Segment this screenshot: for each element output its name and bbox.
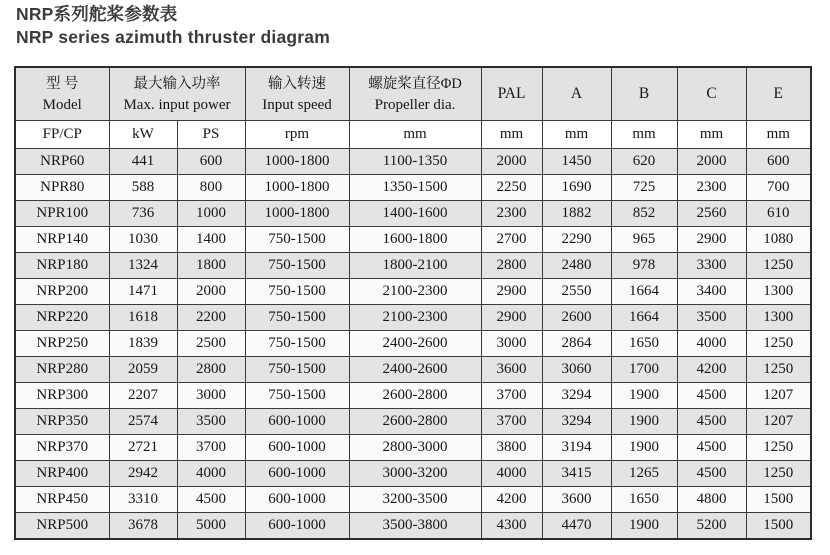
- value-cell: 1000-1800: [245, 149, 349, 175]
- value-cell: 3700: [481, 383, 542, 409]
- value-cell: 1600-1800: [349, 227, 481, 253]
- value-cell: 4500: [677, 409, 746, 435]
- value-cell: 2550: [542, 279, 611, 305]
- value-cell: 1450: [542, 149, 611, 175]
- value-cell: 1250: [746, 461, 811, 487]
- table-row: [15, 279, 811, 305]
- value-cell: 1839: [109, 331, 177, 357]
- value-cell: 3600: [542, 487, 611, 513]
- value-cell: 2400-2600: [349, 357, 481, 383]
- value-cell: 5200: [677, 513, 746, 540]
- table-row: [15, 513, 811, 540]
- value-cell: 3000-3200: [349, 461, 481, 487]
- model-cell: NRP300: [15, 383, 109, 409]
- value-cell: 2300: [481, 201, 542, 227]
- value-cell: 3294: [542, 383, 611, 409]
- model-cell: NRP350: [15, 409, 109, 435]
- value-cell: 852: [611, 201, 677, 227]
- value-cell: 4800: [677, 487, 746, 513]
- col-header-dia-zh: 螺旋桨直径ΦD: [368, 75, 462, 92]
- table-row: [15, 149, 811, 175]
- value-cell: 750-1500: [245, 279, 349, 305]
- value-cell: 600-1000: [245, 461, 349, 487]
- col-header-power-en: Max. input power: [123, 96, 231, 113]
- value-cell: 3310: [109, 487, 177, 513]
- value-cell: 620: [611, 149, 677, 175]
- col-header-model-en: Model: [42, 96, 82, 113]
- value-cell: 441: [109, 149, 177, 175]
- value-cell: 3400: [677, 279, 746, 305]
- col-header-pal: PAL: [481, 67, 542, 121]
- table-row: [15, 409, 811, 435]
- value-cell: 1250: [746, 331, 811, 357]
- value-cell: 1800-2100: [349, 253, 481, 279]
- table-body: [15, 149, 811, 540]
- value-cell: 1250: [746, 357, 811, 383]
- value-cell: 3600: [481, 357, 542, 383]
- value-cell: 2480: [542, 253, 611, 279]
- value-cell: 5000: [177, 513, 245, 540]
- units-cell: PS: [177, 121, 245, 149]
- model-cell: NRP250: [15, 331, 109, 357]
- table-row: [15, 201, 811, 227]
- value-cell: 3060: [542, 357, 611, 383]
- value-cell: 4000: [677, 331, 746, 357]
- units-cell: FP/CP: [15, 121, 109, 149]
- col-header-propeller-dia: [349, 67, 481, 121]
- value-cell: 4500: [677, 383, 746, 409]
- model-cell: NPR100: [15, 201, 109, 227]
- value-cell: 3700: [481, 409, 542, 435]
- value-cell: 1400-1600: [349, 201, 481, 227]
- value-cell: 3000: [177, 383, 245, 409]
- col-header-b: B: [611, 67, 677, 121]
- value-cell: 725: [611, 175, 677, 201]
- col-header-speed-en: Input speed: [262, 96, 332, 113]
- value-cell: 1500: [746, 487, 811, 513]
- value-cell: 1265: [611, 461, 677, 487]
- value-cell: 600-1000: [245, 487, 349, 513]
- value-cell: 1664: [611, 279, 677, 305]
- title-english: NRP series azimuth thruster diagram: [16, 27, 330, 47]
- model-cell: NRP500: [15, 513, 109, 540]
- value-cell: 600-1000: [245, 409, 349, 435]
- value-cell: 750-1500: [245, 357, 349, 383]
- value-cell: 1030: [109, 227, 177, 253]
- model-cell: NRP140: [15, 227, 109, 253]
- model-cell: NRP400: [15, 461, 109, 487]
- value-cell: 2900: [481, 279, 542, 305]
- value-cell: 978: [611, 253, 677, 279]
- value-cell: 3300: [677, 253, 746, 279]
- model-cell: NRP450: [15, 487, 109, 513]
- value-cell: 4500: [677, 461, 746, 487]
- table-row: [15, 253, 811, 279]
- value-cell: 4200: [677, 357, 746, 383]
- value-cell: 1700: [611, 357, 677, 383]
- value-cell: 1000-1800: [245, 175, 349, 201]
- value-cell: 3500: [177, 409, 245, 435]
- units-cell: mm: [677, 121, 746, 149]
- value-cell: 2000: [177, 279, 245, 305]
- table-row: [15, 175, 811, 201]
- value-cell: 600: [746, 149, 811, 175]
- col-header-speed-zh: 输入转速: [268, 75, 327, 92]
- value-cell: 4000: [481, 461, 542, 487]
- col-header-a: A: [542, 67, 611, 121]
- value-cell: 610: [746, 201, 811, 227]
- value-cell: 600-1000: [245, 513, 349, 540]
- value-cell: 588: [109, 175, 177, 201]
- value-cell: 1300: [746, 279, 811, 305]
- value-cell: 1300: [746, 305, 811, 331]
- value-cell: 750-1500: [245, 253, 349, 279]
- value-cell: 2574: [109, 409, 177, 435]
- table-row: [15, 435, 811, 461]
- model-cell: NRP60: [15, 149, 109, 175]
- value-cell: 1324: [109, 253, 177, 279]
- col-header-max-input-power: [109, 67, 245, 121]
- value-cell: 1350-1500: [349, 175, 481, 201]
- value-cell: 2942: [109, 461, 177, 487]
- value-cell: 2000: [677, 149, 746, 175]
- value-cell: 2700: [481, 227, 542, 253]
- units-cell: mm: [611, 121, 677, 149]
- value-cell: 3800: [481, 435, 542, 461]
- value-cell: 2800: [177, 357, 245, 383]
- value-cell: 2864: [542, 331, 611, 357]
- table-row: [15, 383, 811, 409]
- value-cell: 750-1500: [245, 383, 349, 409]
- col-header-power-zh: 最大输入功率: [133, 75, 221, 92]
- value-cell: 3500: [677, 305, 746, 331]
- thruster-parameter-table: [14, 66, 812, 540]
- value-cell: 3200-3500: [349, 487, 481, 513]
- value-cell: 3415: [542, 461, 611, 487]
- value-cell: 2560: [677, 201, 746, 227]
- value-cell: 2900: [677, 227, 746, 253]
- value-cell: 1207: [746, 409, 811, 435]
- value-cell: 600: [177, 149, 245, 175]
- model-cell: NRP220: [15, 305, 109, 331]
- value-cell: 1882: [542, 201, 611, 227]
- value-cell: 2721: [109, 435, 177, 461]
- table-row: [15, 461, 811, 487]
- value-cell: 2800: [481, 253, 542, 279]
- value-cell: 2059: [109, 357, 177, 383]
- value-cell: 1080: [746, 227, 811, 253]
- table-row: [15, 487, 811, 513]
- value-cell: 2000: [481, 149, 542, 175]
- value-cell: 2500: [177, 331, 245, 357]
- title-chinese: NRP系列舵桨参数表: [16, 4, 178, 24]
- value-cell: 750-1500: [245, 305, 349, 331]
- value-cell: 1000: [177, 201, 245, 227]
- value-cell: 1664: [611, 305, 677, 331]
- model-cell: NRP180: [15, 253, 109, 279]
- value-cell: 1618: [109, 305, 177, 331]
- value-cell: 3700: [177, 435, 245, 461]
- value-cell: 2290: [542, 227, 611, 253]
- value-cell: 2600-2800: [349, 383, 481, 409]
- table-row: [15, 357, 811, 383]
- col-header-model: [15, 67, 109, 121]
- value-cell: 3000: [481, 331, 542, 357]
- value-cell: 3194: [542, 435, 611, 461]
- value-cell: 600-1000: [245, 435, 349, 461]
- value-cell: 2600-2800: [349, 409, 481, 435]
- page-title: [0, 0, 830, 49]
- units-cell: mm: [542, 121, 611, 149]
- value-cell: 3500-3800: [349, 513, 481, 540]
- value-cell: 1400: [177, 227, 245, 253]
- value-cell: 1900: [611, 383, 677, 409]
- value-cell: 2800-3000: [349, 435, 481, 461]
- header-row: [15, 67, 811, 121]
- table-row: [15, 305, 811, 331]
- model-cell: NPR80: [15, 175, 109, 201]
- table-row: [15, 331, 811, 357]
- value-cell: 1207: [746, 383, 811, 409]
- value-cell: 2250: [481, 175, 542, 201]
- value-cell: 4500: [177, 487, 245, 513]
- value-cell: 965: [611, 227, 677, 253]
- value-cell: 750-1500: [245, 331, 349, 357]
- value-cell: 800: [177, 175, 245, 201]
- value-cell: 4000: [177, 461, 245, 487]
- value-cell: 1250: [746, 435, 811, 461]
- value-cell: 2900: [481, 305, 542, 331]
- units-cell: mm: [349, 121, 481, 149]
- value-cell: 4200: [481, 487, 542, 513]
- units-cell: kW: [109, 121, 177, 149]
- value-cell: 1250: [746, 253, 811, 279]
- value-cell: 1650: [611, 331, 677, 357]
- value-cell: 1690: [542, 175, 611, 201]
- value-cell: 1900: [611, 409, 677, 435]
- value-cell: 1650: [611, 487, 677, 513]
- col-header-model-zh: 型 号: [45, 75, 79, 92]
- value-cell: 750-1500: [245, 227, 349, 253]
- col-header-e: E: [746, 67, 811, 121]
- value-cell: 2100-2300: [349, 279, 481, 305]
- value-cell: 2200: [177, 305, 245, 331]
- units-cell: mm: [481, 121, 542, 149]
- value-cell: 1100-1350: [349, 149, 481, 175]
- value-cell: 2400-2600: [349, 331, 481, 357]
- col-header-input-speed: [245, 67, 349, 121]
- value-cell: 700: [746, 175, 811, 201]
- units-cell: mm: [746, 121, 811, 149]
- value-cell: 1900: [611, 513, 677, 540]
- model-cell: NRP370: [15, 435, 109, 461]
- value-cell: 4500: [677, 435, 746, 461]
- units-cell: rpm: [245, 121, 349, 149]
- value-cell: 2100-2300: [349, 305, 481, 331]
- value-cell: 1900: [611, 435, 677, 461]
- value-cell: 4470: [542, 513, 611, 540]
- value-cell: 2600: [542, 305, 611, 331]
- value-cell: 3678: [109, 513, 177, 540]
- value-cell: 1500: [746, 513, 811, 540]
- value-cell: 2300: [677, 175, 746, 201]
- value-cell: 3294: [542, 409, 611, 435]
- model-cell: NRP280: [15, 357, 109, 383]
- col-header-dia-en: Propeller dia.: [374, 96, 456, 113]
- value-cell: 736: [109, 201, 177, 227]
- value-cell: 2207: [109, 383, 177, 409]
- units-row: [15, 121, 811, 149]
- model-cell: NRP200: [15, 279, 109, 305]
- value-cell: 1800: [177, 253, 245, 279]
- col-header-c: C: [677, 67, 746, 121]
- value-cell: 1471: [109, 279, 177, 305]
- value-cell: 4300: [481, 513, 542, 540]
- value-cell: 1000-1800: [245, 201, 349, 227]
- table-row: [15, 227, 811, 253]
